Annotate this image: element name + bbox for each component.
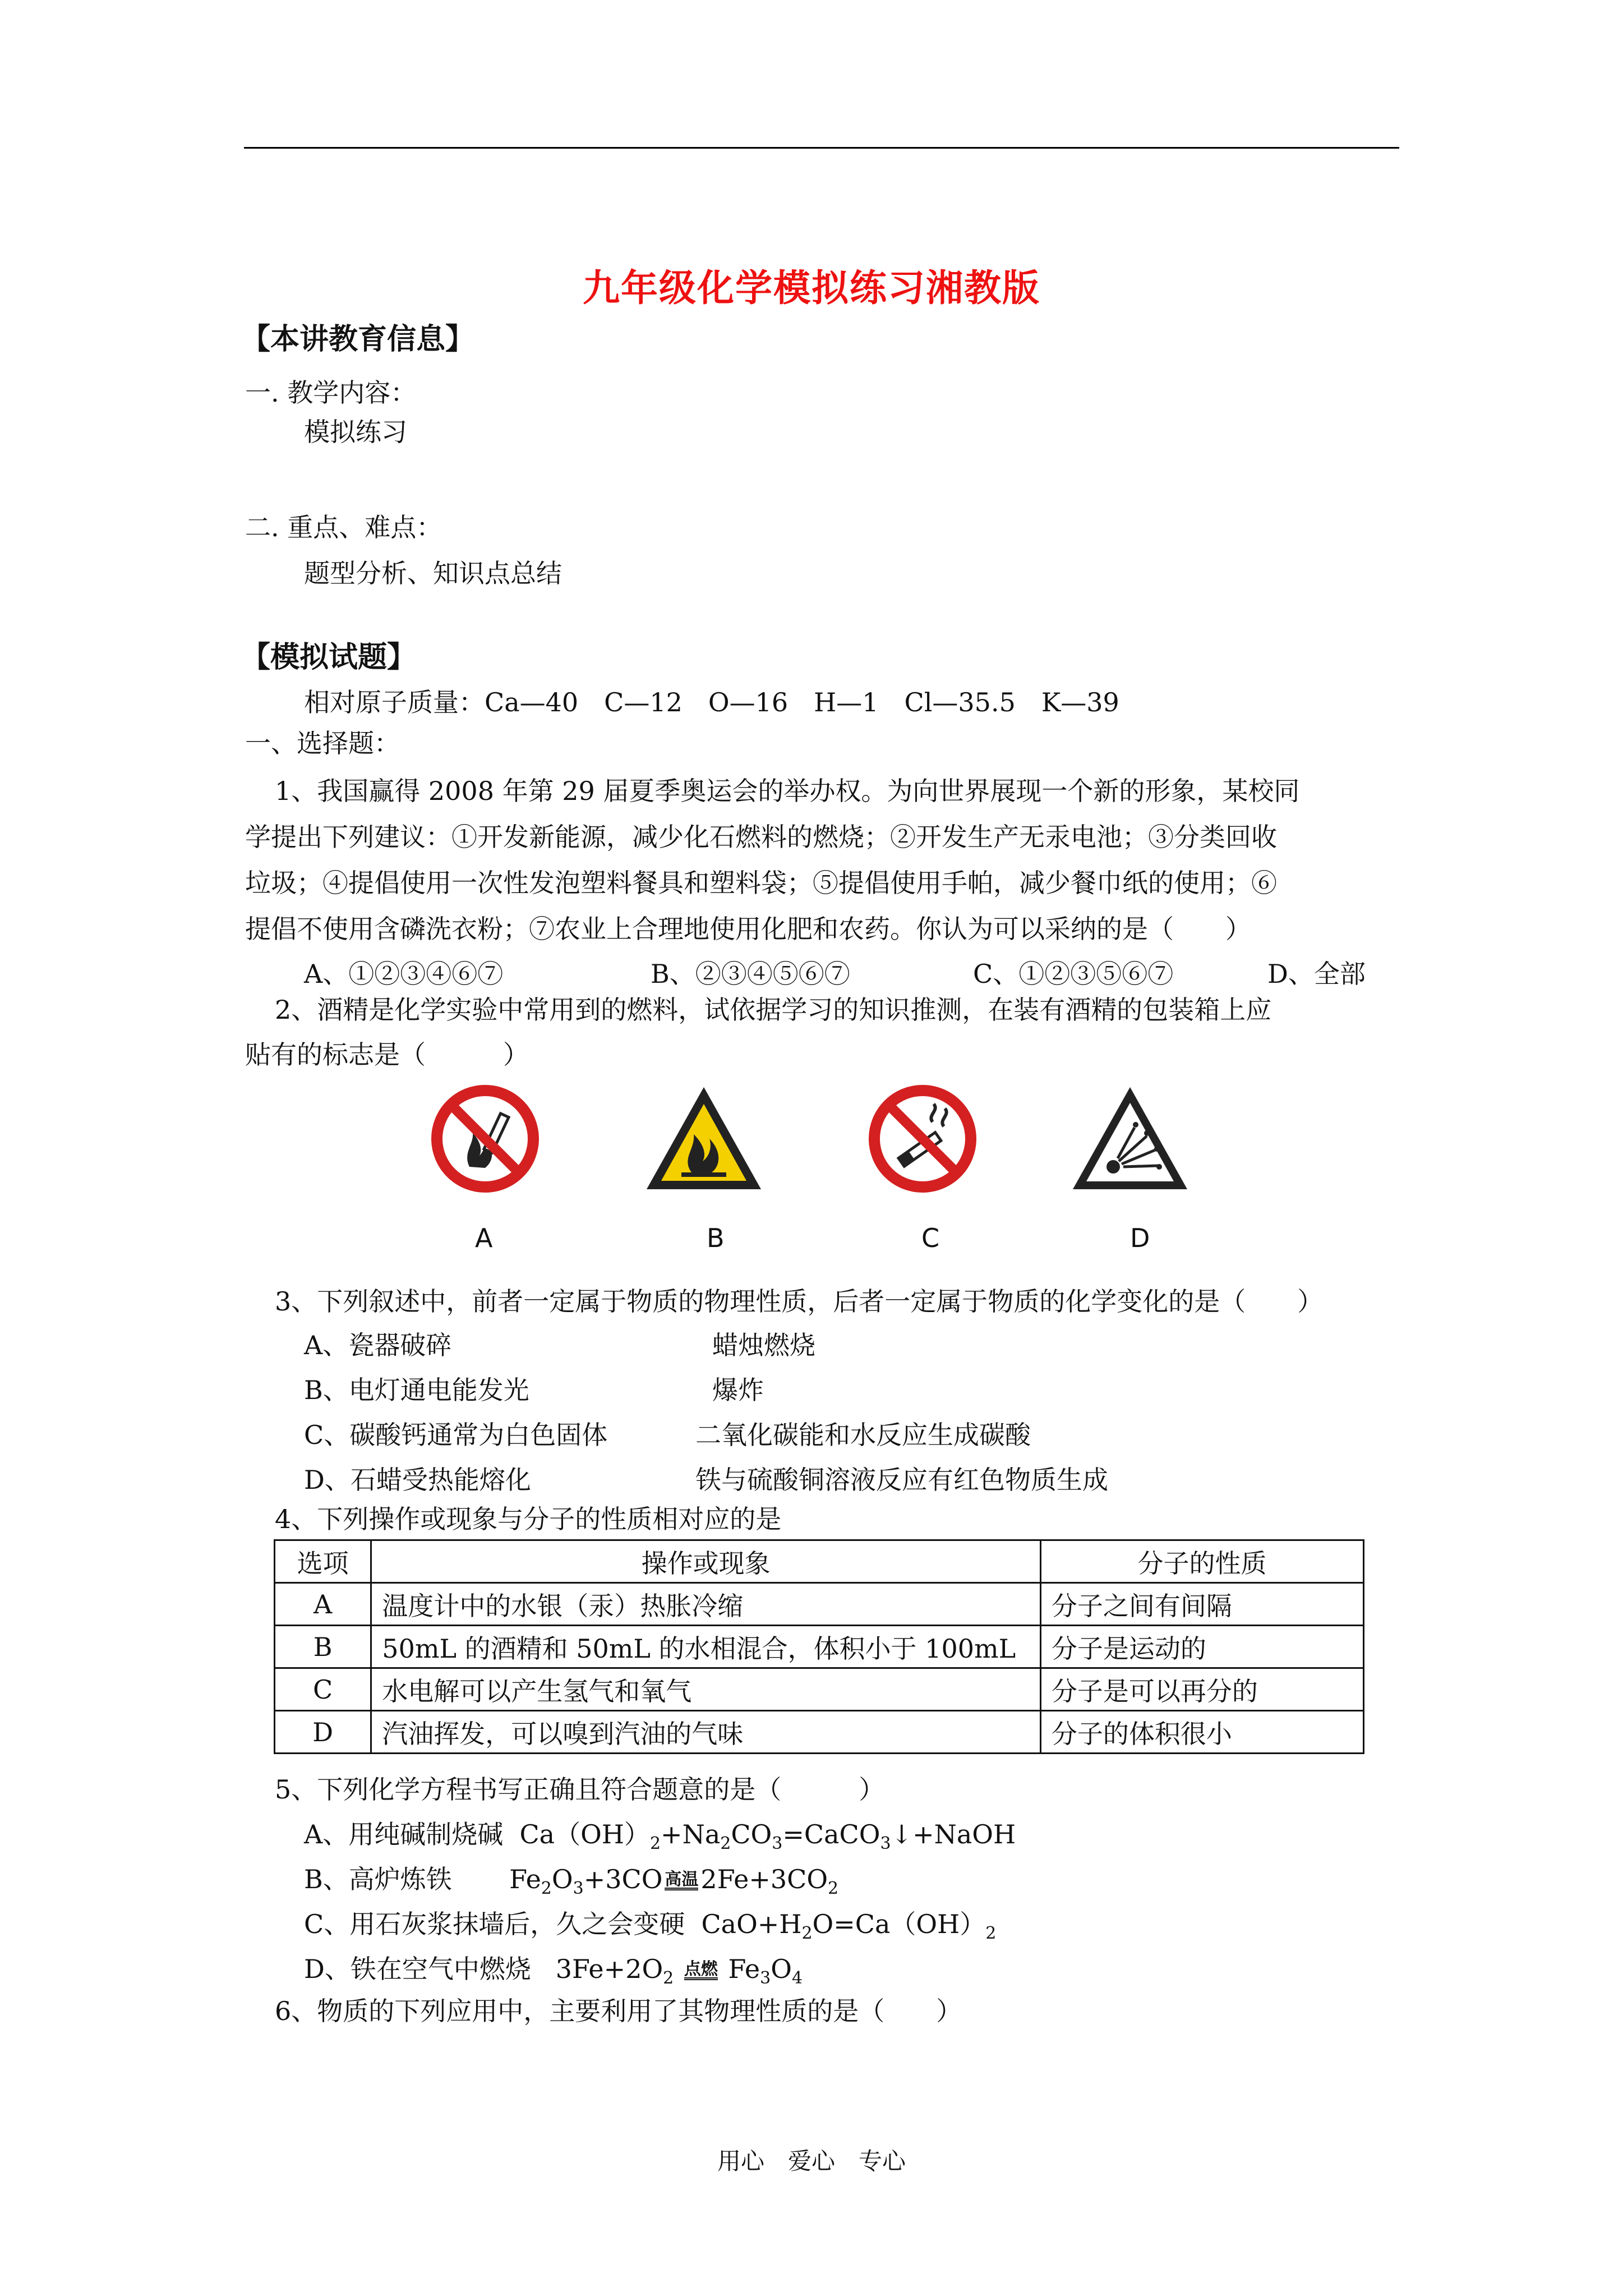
q1-option-a: A、①②③④⑥⑦: [304, 959, 504, 989]
q5-option-b: [304, 1862, 838, 1906]
q5-option-c: [304, 1907, 996, 1950]
q3-stem: 3、下列叙述中，前者一定属于物质的物理性质，后者一定属于物质的化学变化的是（ ）: [275, 1286, 1324, 1317]
q5-stem: 5、下列化学方程书写正确且符合题意的是（ ）: [275, 1774, 885, 1805]
table-cell: 分子的体积很小: [1040, 1711, 1363, 1754]
q5-option-b-label: B、高炉炼铁: [304, 1864, 452, 1894]
flammable-warning-sign-icon: [642, 1083, 766, 1195]
q3-option-c-left: C、碳酸钙通常为白色固体: [304, 1420, 608, 1450]
table-cell: 分子之间有间隔: [1040, 1583, 1363, 1626]
table-header-cell: 分子的性质: [1040, 1540, 1363, 1583]
section-choice: 一、选择题：: [245, 728, 400, 758]
q3-option-b-right: 爆炸: [712, 1375, 764, 1405]
q4-stem: 4、下列操作或现象与分子的性质相对应的是: [275, 1504, 782, 1534]
q3-option-b-left: B、电灯通电能发光: [304, 1375, 529, 1405]
atomic-mass: 相对原子质量：Ca—40 C—12 O—16 H—1 Cl—35.5 K—39: [304, 687, 1119, 717]
q3-option-a-right: 蜡烛燃烧: [712, 1330, 815, 1360]
sign-label-a: A: [475, 1223, 493, 1253]
q3-option-d-right: 铁与硫酸铜溶液反应有红色物质生成: [695, 1465, 1108, 1495]
q3-option-c-right: 二氧化碳能和水反应生成碳酸: [695, 1420, 1031, 1450]
table-cell: 温度计中的水银（汞）热胀冷缩: [371, 1583, 1041, 1626]
q5-option-c-label: C、用石灰浆抹墙后，久之会变硬: [304, 1909, 685, 1939]
table-header-cell: 操作或现象: [371, 1540, 1041, 1583]
q5-option-d-equation: $3Fe+2O_2$ 点燃 $Fe_3O_4$: [539, 1954, 803, 1988]
q5-option-a-equation: $Ca(OH)_2+Na_2CO_3=CaCO_3↓+NaOH$: [511, 1819, 1016, 1853]
table-cell: 水电解可以产生氢气和氧气: [371, 1668, 1041, 1711]
reaction-condition-ignite: 点燃: [684, 1959, 718, 1979]
page-footer: 用心 爱心 专心: [717, 2147, 906, 2175]
table-cell: C: [275, 1668, 371, 1711]
info-item2-label: 二. 重点、难点：: [245, 512, 442, 542]
table-cell: D: [275, 1711, 371, 1754]
q4-table: [274, 1539, 1364, 1754]
sign-label-d: D: [1130, 1223, 1150, 1253]
table-cell: A: [275, 1583, 371, 1626]
table-cell: 50mL 的酒精和 50mL 的水相混合，体积小于 100mL: [371, 1626, 1041, 1668]
table-cell: 分子是运动的: [1040, 1626, 1363, 1668]
table-cell: 分子是可以再分的: [1040, 1668, 1363, 1711]
q1-line-4: 提倡不使用含磷洗衣粉；⑦农业上合理地使用化肥和农药。你认为可以采纳的是（ ）: [245, 914, 1251, 944]
q1-option-c: C、①②③⑤⑥⑦: [973, 959, 1174, 989]
table-row: [275, 1626, 1364, 1668]
exam-header: 【模拟试题】: [241, 640, 417, 674]
q1-line-2: 学提出下列建议：①开发新能源，减少化石燃料的燃烧；②开发生产无汞电池；③分类回收: [245, 822, 1277, 852]
no-smoking-sign-icon: [866, 1083, 979, 1195]
q5-option-b-equation: $Fe_2O_3+3CO$ 高温$2Fe+3CO_2$: [460, 1864, 839, 1898]
header-rule: [244, 147, 1399, 149]
explosive-warning-sign-icon: [1068, 1083, 1192, 1195]
q3-option-a-left: A、瓷器破碎: [304, 1330, 452, 1360]
q1-option-b: B、②③④⑤⑥⑦: [651, 959, 850, 989]
q5-option-d: [304, 1952, 803, 1995]
table-row: [275, 1668, 1364, 1711]
reaction-condition-high-temp: 高温: [665, 1870, 699, 1889]
q3-option-d-left: D、石蜡受热能熔化: [304, 1465, 531, 1495]
table-cell: B: [275, 1626, 371, 1668]
table-row: [275, 1583, 1364, 1626]
q2-line-1: 2、酒精是化学实验中常用到的燃料，试依据学习的知识推测，在装有酒精的包装箱上应: [275, 995, 1272, 1025]
info-item1-value: 模拟练习: [304, 417, 407, 447]
q1-line-3: 垃圾；④提倡使用一次性发泡塑料餐具和塑料袋；⑤提倡使用手帕，减少餐巾纸的使用；⑥: [245, 868, 1277, 898]
info-item1-label: 一. 教学内容：: [245, 378, 417, 408]
q5-option-d-label: D、铁在空气中燃烧: [304, 1954, 531, 1984]
table-cell: 汽油挥发，可以嗅到汽油的气味: [371, 1711, 1041, 1754]
q2-line-2: 贴有的标志是（ ）: [245, 1039, 529, 1070]
q5-option-c-equation: $CaO+H_2O=Ca(OH)_2$: [693, 1909, 997, 1943]
info-header: 【本讲教育信息】: [241, 322, 475, 356]
no-open-flame-sign-icon: [429, 1083, 541, 1195]
sign-label-b: B: [707, 1223, 725, 1253]
q5-option-a-label: A、用纯碱制烧碱: [304, 1819, 504, 1849]
q1-option-d: D、全部: [1267, 959, 1366, 989]
page-title: 九年级化学模拟练习湘教版: [583, 266, 1040, 310]
table-header-row: [275, 1540, 1364, 1583]
q6-stem: 6、物质的下列应用中，主要利用了其物理性质的是（ ）: [275, 1996, 962, 2026]
q5-option-a: [304, 1818, 1016, 1861]
table-row: [275, 1711, 1364, 1754]
q1-line-1: 1、我国赢得 2008 年第 29 届夏季奥运会的举办权。为向世界展现一个新的形象，某校同: [275, 776, 1300, 806]
table-header-cell: 选项: [275, 1540, 371, 1583]
info-item2-value: 题型分析、知识点总结: [304, 558, 562, 588]
sign-label-c: C: [921, 1223, 940, 1253]
